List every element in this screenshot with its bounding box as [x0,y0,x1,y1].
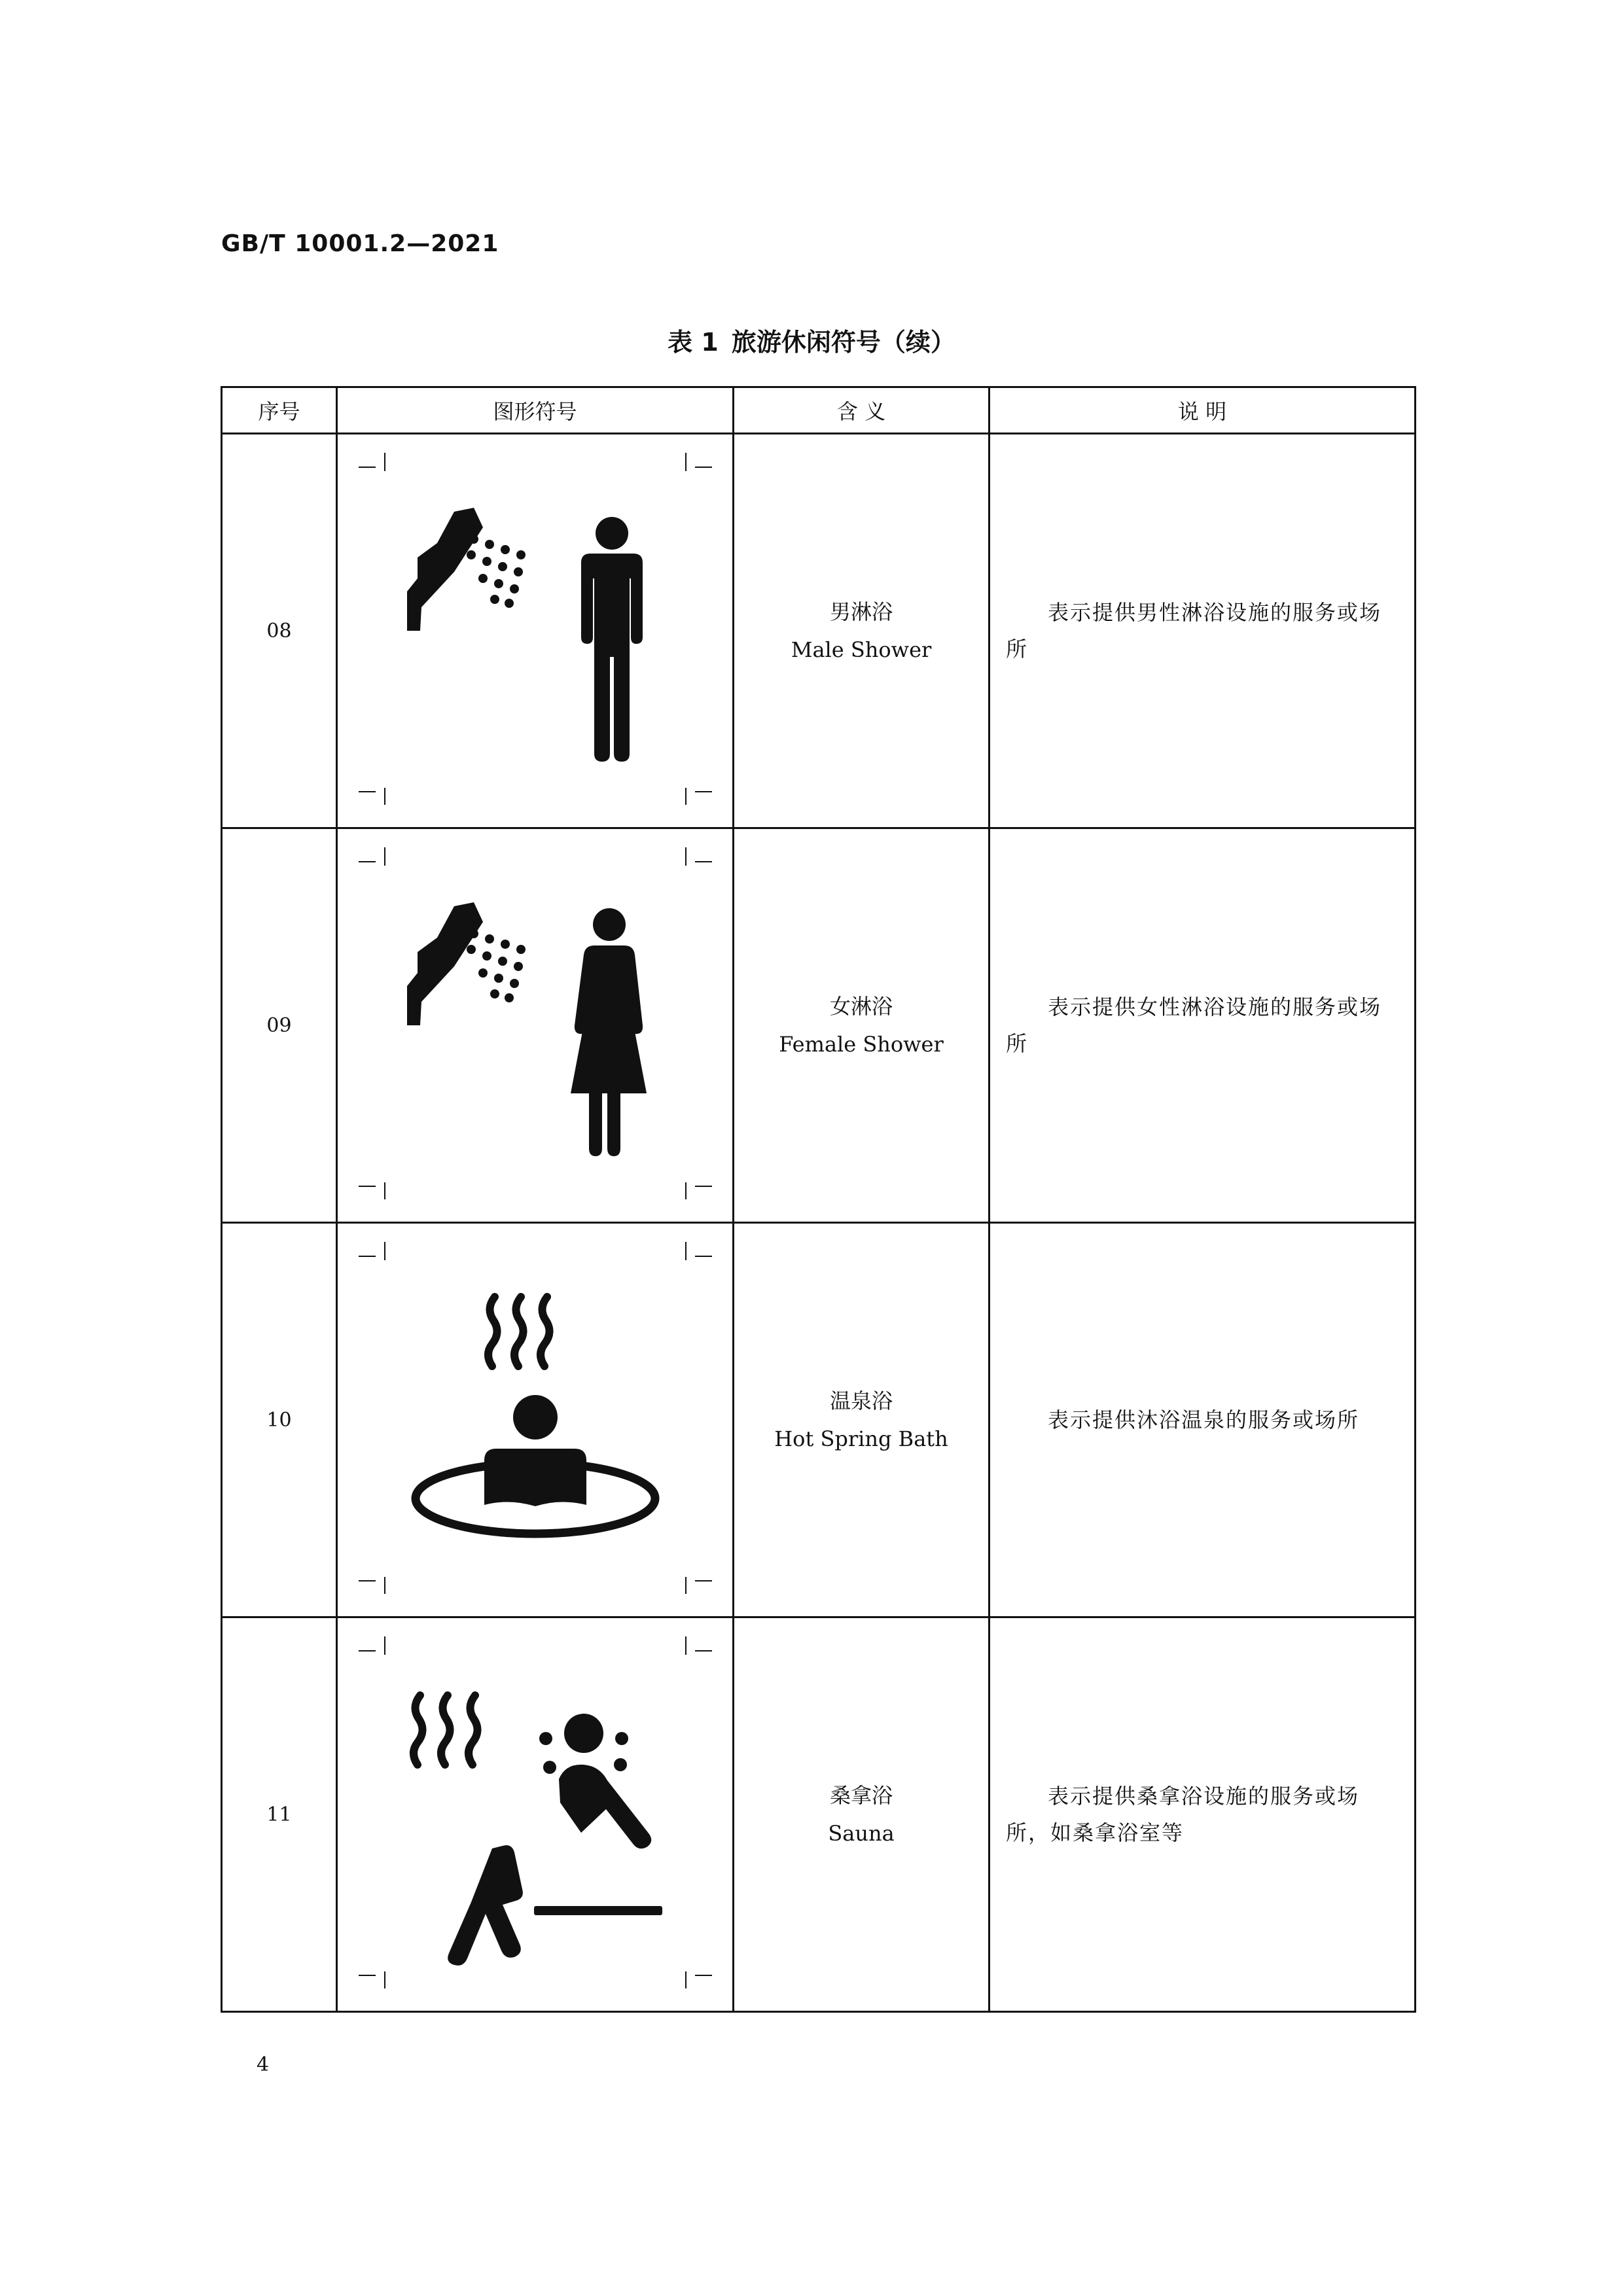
hot-spring-bath-icon [338,1224,733,1616]
description-cell [990,434,1416,828]
row-number: 08 [222,434,337,828]
symbol-cell [337,1223,734,1617]
col-header-meaning: 含 义 [734,387,990,434]
meaning-cell [734,1617,990,2012]
description-text: 表示提供男性淋浴设施的服务或场所 [1006,600,1382,662]
male-shower-icon [338,434,733,827]
meaning-zh: 桑拿浴 [829,1783,893,1808]
row-number: 09 [222,828,337,1223]
col-header-symbol: 图形符号 [337,387,734,434]
meaning-zh: 温泉浴 [829,1388,893,1413]
table-row [222,1617,1416,2012]
steam-waves [414,1695,478,1765]
water-drops [467,929,526,1002]
male-figure [581,517,643,762]
symbols-table [221,386,1416,2013]
bather-figure [484,1395,586,1506]
meaning-en: Male Shower [791,637,932,662]
table-title [0,322,1623,358]
shower-head-shape [407,902,483,1025]
meaning-zh: 男淋浴 [829,599,893,624]
meaning-cell [734,828,990,1223]
table-header-row [222,387,1416,434]
symbol-cell [337,828,734,1223]
meaning-cell [734,434,990,828]
description-cell [990,1223,1416,1617]
description-text: 表示提供桑拿浴设施的服务或场所，如桑拿浴室等 [1006,1784,1360,1845]
row-number: 11 [222,1617,337,2012]
table-row [222,434,1416,828]
page-number: 4 [257,2053,270,2076]
col-header-description: 说 明 [990,387,1416,434]
description-cell [990,1617,1416,2012]
meaning-en: Female Shower [779,1032,944,1057]
description-text: 表示提供女性淋浴设施的服务或场所 [1006,995,1382,1056]
steam-waves [488,1297,550,1366]
sauna-figure [448,1714,662,1966]
water-drops [467,535,526,608]
meaning-cell [734,1223,990,1617]
symbol-cell [337,1617,734,2012]
table-title-prefix: 表 1 [668,328,719,357]
col-header-number: 序号 [222,387,337,434]
symbol-cell [337,434,734,828]
table-title-text: 旅游休闲符号（续） [731,328,955,357]
table-row [222,1223,1416,1617]
meaning-en: Hot Spring Bath [774,1426,948,1451]
meaning-en: Sauna [828,1821,895,1846]
female-shower-icon [338,829,733,1222]
meaning-zh: 女淋浴 [829,994,893,1019]
table-row [222,828,1416,1223]
description-cell [990,828,1416,1223]
description-text: 表示提供沐浴温泉的服务或场所 [1048,1407,1360,1432]
sauna-icon [338,1618,733,2011]
female-figure [571,908,647,1156]
crop-marks [359,1636,712,1988]
standard-code: GB/T 10001.2—2021 [221,230,499,257]
shower-head-shape [407,508,483,631]
row-number: 10 [222,1223,337,1617]
